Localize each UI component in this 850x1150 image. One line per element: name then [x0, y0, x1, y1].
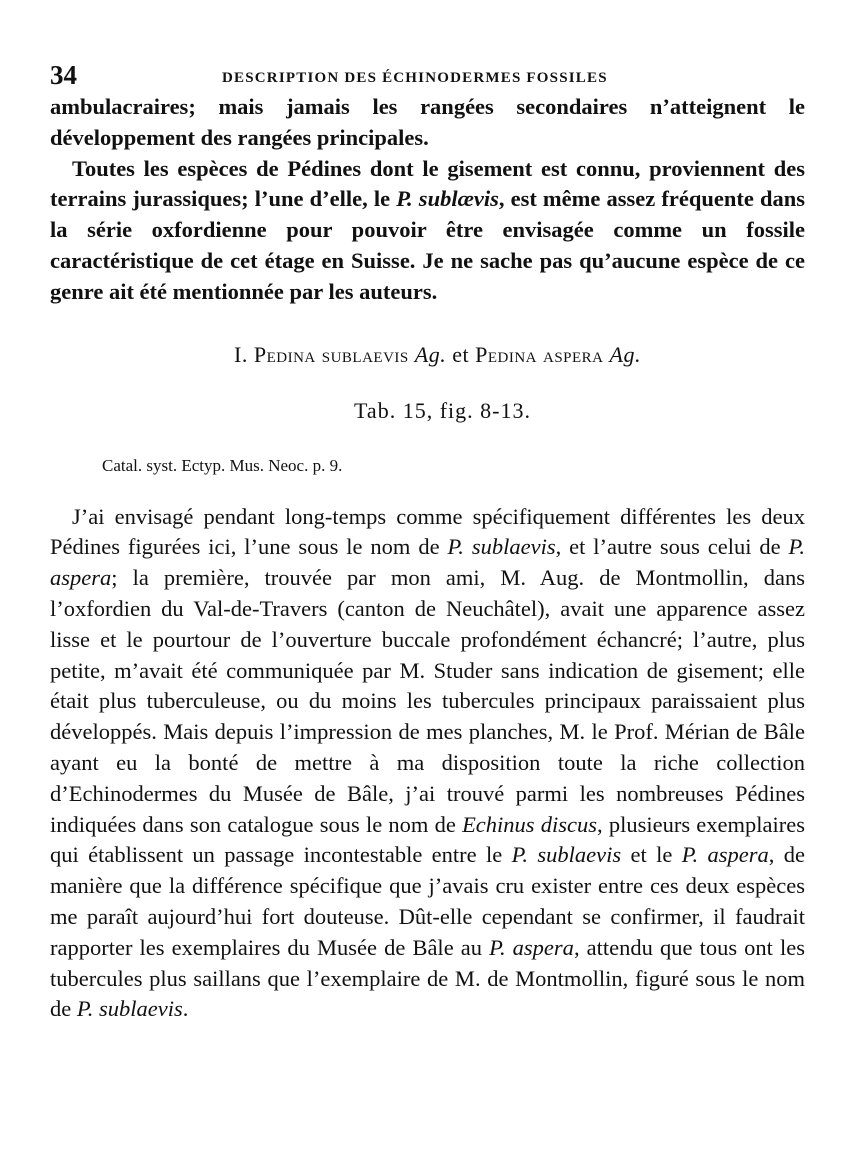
heading-author-2: Ag. [609, 341, 641, 367]
text-run: , et l’autre sous celui de [555, 534, 789, 560]
body-paragraph [50, 502, 805, 1026]
species-name: P. aspera [681, 842, 769, 868]
species-name: P. sublaevis [447, 534, 556, 560]
species-name: P. aspera [489, 934, 574, 960]
intro-paragraph-continued: ambulacraires; mais jamais les rangées secondaires n’atteignent le développement des rangées principales. [50, 94, 805, 150]
body-text [50, 502, 805, 1026]
intro-paragraph-2 [50, 154, 805, 308]
heading-numeral: I. [234, 341, 248, 367]
species-name: P. sublaevis [511, 842, 622, 868]
text-run: ; la première, trouvée par mon ami, M. Aug. de Montmollin, dans l’oxfordien du Val-de-Travers (canton de Neuchâtel), avait une apparence assez lisse et le pourtour de l’ouverture buccale profondément échancré; l’autre, plus petite, m’avait été communiquée par M. Studer sans indication de gisement; elle était plus tuberculeuse, ou du moins les tubercules principaux paraissaient plus développés. Mais depuis l’impression de mes planches, M. le Prof. Mérian de Bâle ayant eu la bonté de mettre à ma disposition toute la riche collection d’Echinodermes du Musée de Bâle, j’ai trouvé parmi les nombreuses Pédines indiquées dans son catalogue sous le nom de [50, 565, 805, 837]
text-run: , de manière que la différence spécifique que j’avais cru exister entre ces deux espèces me paraît aujourd’hui fort douteuse. Dût-elle cependant se confirmer, il faudrait rapporter les exemplaires du Musée de Bâle au [50, 842, 805, 960]
species-name: Echinus discus [462, 811, 598, 837]
text-run: , attendu que tous ont les tubercules plus saillans que l’exemplaire de M. de Montmollin, figuré sous le nom de [50, 934, 806, 1022]
species-name: P. sublævis [396, 186, 499, 212]
running-head [50, 60, 805, 92]
species-name: P. sublaevis [76, 996, 183, 1022]
page [50, 60, 805, 1025]
heading-species-2: Pedina aspera [475, 341, 604, 367]
text-run: et le [621, 842, 682, 868]
running-title: DESCRIPTION DES ÉCHINODERMES FOSSILES [222, 70, 608, 86]
text-run: J’ai envisagé pendant long-temps comme spécifiquement différentes les deux Pédines figurées ici, l’une sous le nom de [50, 503, 805, 560]
plate-reference: Tab. 15, fig. 8-13. [354, 397, 531, 423]
heading-author-1: Ag. [414, 341, 447, 367]
species-name: P. aspera [50, 534, 805, 591]
text-run: . [182, 996, 189, 1022]
text-run: Toutes les espèces de Pédines dont le gisement est connu, proviennent des terrains jurassiques; l’une d’elle, le [50, 155, 805, 212]
text-run: , est même assez fréquente dans la série oxfordienne pour pouvoir être envisagée comme un fossile caractéristique de cet étage en Suisse. Je ne sache pas qu’aucune espèce de ce genre ait été mentionnée par les auteurs. [50, 186, 806, 304]
catalogue-reference: Catal. syst. Ectyp. Mus. Neoc. p. 9. [102, 455, 343, 475]
text-run: , plusieurs exemplaires qui établissent un passage incontestable entre le [50, 811, 805, 868]
heading-conjunction: et [452, 341, 470, 367]
species-heading [50, 342, 805, 368]
heading-species-1: Pedina sublaevis [253, 341, 409, 367]
page-number: 34 [50, 60, 77, 90]
